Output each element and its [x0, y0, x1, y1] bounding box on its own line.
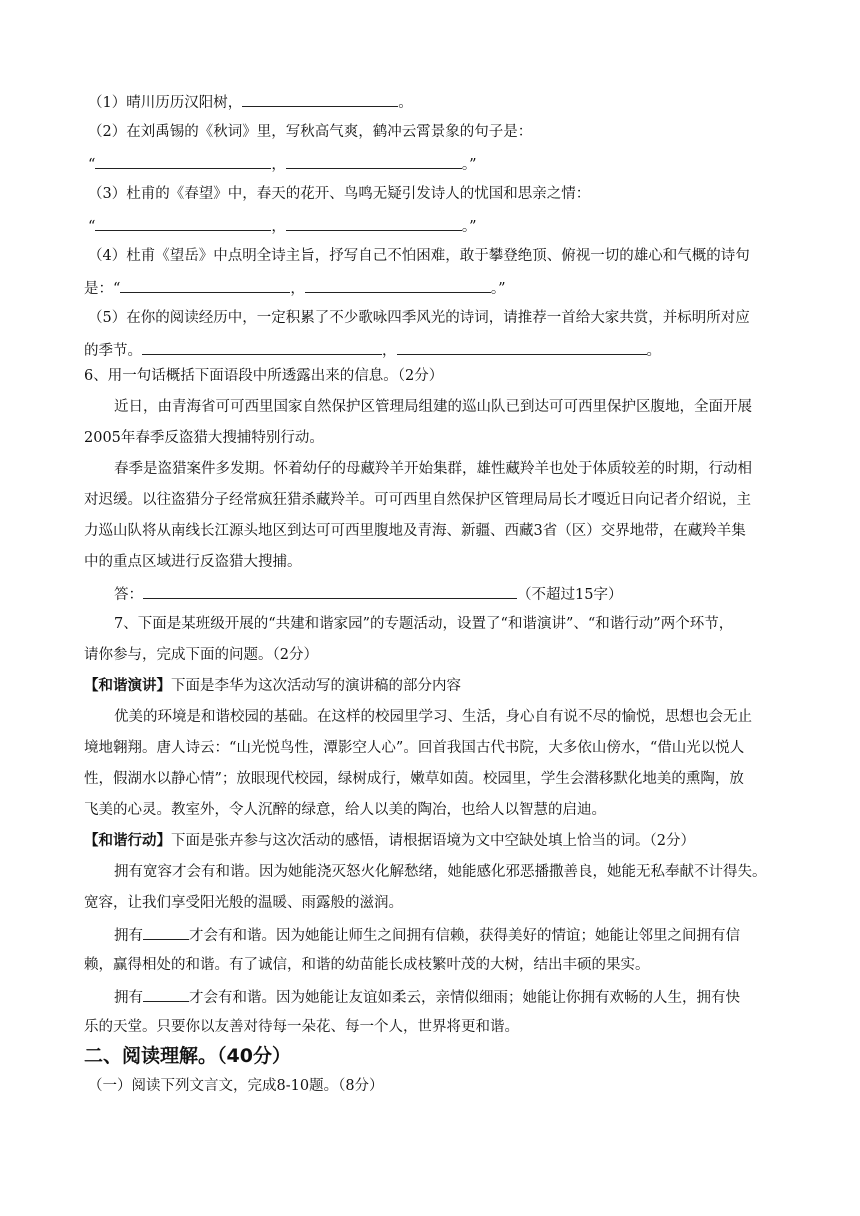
answer-blank[interactable]	[95, 215, 271, 231]
item4-prefix: 是：“	[84, 281, 121, 297]
q5-item3: （3）杜甫的《春望》中，春天的花开、鸟鸣无疑引发诗人的忧国和思亲之情：	[88, 186, 591, 202]
answer-note: （不超过15字）	[517, 587, 623, 603]
comma: ，	[382, 343, 397, 359]
open-quote: “	[88, 219, 96, 235]
q5-item2-blanks	[88, 153, 477, 175]
q5-item4-blanks	[84, 277, 506, 299]
section2-heading: 二、阅读理解。（40分）	[84, 1045, 291, 1067]
a2-prefix: 拥有	[114, 928, 143, 944]
item5-prefix: 的季节。	[84, 343, 142, 359]
answer-blank[interactable]	[305, 277, 491, 293]
comma: ，	[290, 281, 305, 297]
speech-l4: 飞美的心灵。教室外，令人沉醉的绿意，给人以美的陶冶，也给人以智慧的启迪。	[84, 802, 606, 818]
answer-blank[interactable]	[242, 91, 398, 107]
close-quote: 。”	[461, 157, 477, 173]
action-a2-l1	[114, 924, 740, 946]
close-quote: 。”	[461, 219, 477, 235]
action-a1-l2: 宽容，让我们享受阳光般的温暖、雨露般的滋润。	[84, 895, 403, 911]
q5-item3-blanks	[88, 215, 477, 237]
q5-item5-blanks	[84, 339, 661, 361]
action-a3-l2: 乐的天堂。只要你以友善对待每一朵花、每一个人，世界将更和谐。	[84, 1019, 519, 1035]
q7-title-l1: 7、下面是某班级开展的“共建和谐家园”的专题活动，设置了“和谐演讲”、“和谐行动”两个环节，	[114, 616, 734, 632]
q7-title-l2: 请你参与，完成下面的问题。（2分）	[84, 647, 318, 663]
q5-item1	[88, 91, 413, 113]
answer-blank[interactable]	[143, 583, 517, 599]
speech-tag: 【和谐演讲】	[84, 678, 171, 694]
q5-item1-end: 。	[398, 95, 413, 111]
q5-item4-line1: （4）杜甫《望岳》中点明全诗主旨，抒写自己不怕困难，敢于攀登绝顶、俯视一切的雄心和气概的诗句	[88, 248, 750, 264]
speech-l2: 境地翱翔。唐人诗云：“山光悦鸟性，潭影空人心”。回首我国古代书院，大多依山傍水，“借山光以悦人	[84, 740, 745, 756]
action-a3-l1	[114, 986, 740, 1008]
period: 。	[646, 343, 661, 359]
section2-sub: （一）阅读下列文言文，完成8-10题。（8分）	[88, 1078, 384, 1094]
comma: ，	[271, 219, 286, 235]
answer-blank[interactable]	[143, 924, 189, 940]
a3-text: 才会有和谐。因为她能让友谊如柔云，亲情似细雨；她能让你拥有欢畅的人生，拥有快	[189, 990, 740, 1006]
answer-blank[interactable]	[120, 277, 290, 293]
speech-l3: 性，假湖水以静心情”；放眼现代校园，绿树成行，嫩草如茵。校园里，学生会潜移默化地美的熏陶，放	[84, 771, 744, 787]
answer-blank[interactable]	[95, 153, 271, 169]
q5-item2: （2）在刘禹锡的《秋词》里，写秋高气爽，鹤冲云霄景象的句子是：	[88, 124, 533, 140]
q5-item5-line1: （5）在你的阅读经历中，一定积累了不少歌咏四季风光的诗词，请推荐一首给大家共赏，并标明所对应	[88, 310, 750, 326]
answer-blank[interactable]	[286, 153, 462, 169]
answer-blank[interactable]	[142, 339, 382, 355]
answer-blank[interactable]	[286, 215, 462, 231]
q6-p1-l1: 近日，由青海省可可西里国家自然保护区管理局组建的巡山队已到达可可西里保护区腹地，全面开展	[114, 399, 752, 415]
action-intro-text: 下面是张卉参与这次活动的感悟，请根据语境为文中空缺处填上恰当的词。（2分）	[171, 833, 695, 849]
comma: ，	[271, 157, 286, 173]
open-quote: “	[88, 157, 96, 173]
action-intro	[84, 831, 695, 851]
speech-intro-text: 下面是李华为这次活动写的演讲稿的部分内容	[171, 678, 461, 694]
speech-intro	[84, 676, 461, 696]
a2-text: 才会有和谐。因为她能让师生之间拥有信赖，获得美好的情谊；她能让邻里之间拥有信	[189, 928, 740, 944]
q6-p2-l2: 对迟缓。以往盗猎分子经常疯狂猎杀藏羚羊。可可西里自然保护区管理局局长才嘎近日向记者介绍说，主	[84, 492, 751, 508]
q6-answer	[114, 583, 622, 605]
a3-prefix: 拥有	[114, 990, 143, 1006]
speech-l1: 优美的环境是和谐校园的基础。在这样的校园里学习、生活，身心自有说不尽的愉悦，思想也会无止	[114, 709, 752, 725]
action-tag: 【和谐行动】	[84, 833, 171, 849]
answer-blank[interactable]	[397, 339, 647, 355]
q6-p2-l1: 春季是盗猎案件多发期。怀着幼仔的母藏羚羊开始集群，雄性藏羚羊也处于体质较差的时期，行动相	[114, 461, 752, 477]
answer-blank[interactable]	[143, 986, 189, 1002]
q6-p2-l4: 中的重点区域进行反盗猎大搜捕。	[84, 554, 302, 570]
close-quote: 。”	[490, 281, 506, 297]
action-a1-l1: 拥有宽容才会有和谐。因为她能浇灭怒火化解愁绪，她能感化邪恶播撒善良，她能无私奉献不计得失。	[114, 864, 767, 880]
answer-label: 答：	[114, 587, 143, 603]
q5-item1-text: （1）晴川历历汉阳树，	[88, 95, 243, 111]
action-a2-l2: 赖，赢得相处的和谐。有了诚信，和谐的幼苗能长成枝繁叶茂的大树，结出丰硕的果实。	[84, 957, 650, 973]
q6-title: 6、用一句话概括下面语段中所透露出来的信息。（2分）	[84, 368, 444, 384]
q6-p2-l3: 力巡山队将从南线长江源头地区到达可可西里腹地及青海、新疆、西藏3省（区）交界地带，在藏羚羊集	[84, 523, 746, 539]
q6-p1-l2: 2005年春季反盗猎大搜捕特别行动。	[84, 430, 324, 446]
